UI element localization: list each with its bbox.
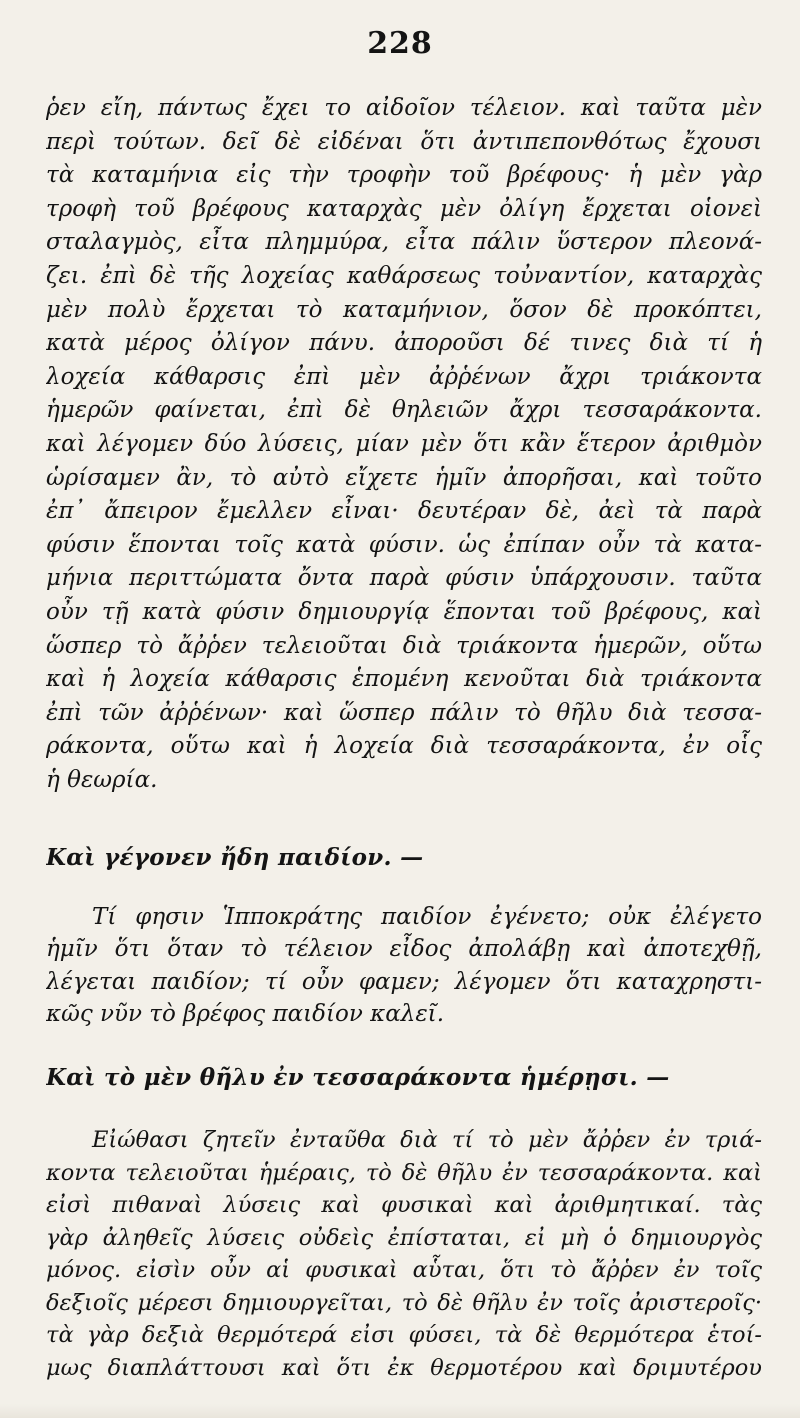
- text-line: μήνια περιττώματα ὄντα παρὰ φύσιν ὑπάρχουσιν. ταῦτα: [46, 565, 762, 592]
- text-line: οὖν τῇ κατὰ φύσιν δημιουργίᾳ ἕπονται τοῦ βρέφους, καὶ: [46, 598, 762, 625]
- text-line: κατὰ μέρος ὀλίγον πάνυ. ἀποροῦσι δέ τινες διὰ τί ἡ: [46, 330, 762, 357]
- paragraph-3: [46, 1124, 762, 1384]
- text-line: καὶ ἡ λοχεία κάθαρσις ἑπομένη κενοῦται διὰ τριάκοντα: [46, 666, 762, 693]
- page-number: 228: [367, 26, 433, 61]
- lemma-text: Καὶ τὸ μὲν θῆλυ ἐν τεσσαράκοντα ἡμέρῃσι. —: [46, 1063, 670, 1091]
- text-line: Τί φησιν Ἱπποκράτης παιδίον ἐγένετο; οὐκ ἐλέγετο: [92, 903, 762, 930]
- text-line: ἐπ᾽ ἄπειρον ἔμελλεν εἶναι· δευτέραν δὲ, ἀεὶ τὰ παρὰ: [46, 498, 762, 525]
- text-line: κῶς νῦν τὸ βρέφος παιδίον καλεῖ.: [46, 1001, 445, 1028]
- text-line: εἰσὶ πιθαναὶ λύσεις καὶ φυσικαὶ καὶ ἀριθμητικαί. τὰς: [46, 1192, 762, 1219]
- text-line: ἡμῖν ὅτι ὅταν τὸ τέλειον εἶδος ἀπολάβῃ καὶ ἀποτεχθῇ,: [46, 936, 762, 963]
- text-line: λέγεται παιδίον; τί οὖν φαμεν; λέγομεν ὅτι καταχρηστι-: [46, 968, 762, 995]
- lemma-text: Καὶ γέγονεν ἤδη παιδίον. —: [46, 844, 424, 872]
- text-line: περὶ τούτων. δεῖ δὲ εἰδέναι ὅτι ἀντιπεπονθότως ἔχουσι: [46, 128, 762, 155]
- text-line: ζει. ἐπὶ δὲ τῆς λοχείας καθάρσεως τοὐναντίον, καταρχὰς: [46, 262, 762, 289]
- paragraph-1: [46, 92, 762, 797]
- text-line: ὥσπερ τὸ ἄῤῥεν τελειοῦται διὰ τριάκοντα ἡμερῶν, οὕτω: [46, 632, 762, 659]
- text-line: γὰρ ἀληθεῖς λύσεις οὐδεὶς ἐπίσταται, εἰ μὴ ὁ δημιουργὸς: [46, 1224, 762, 1251]
- text-line: ἡμερῶν φαίνεται, ἐπὶ δὲ θηλειῶν ἄχρι τεσσαράκοντα.: [46, 397, 762, 424]
- lemma-heading-2: [46, 1061, 762, 1094]
- text-line: λοχεία κάθαρσις ἐπὶ μὲν ἀῤῥένων ἄχρι τριάκοντα: [46, 363, 762, 390]
- page-body: [46, 92, 762, 1384]
- text-line: μὲν πολὺ ἔρχεται τὸ καταμήνιον, ὅσον δὲ προκόπτει,: [46, 296, 762, 323]
- text-line: μόνος. εἰσὶν οὖν αἱ φυσικαὶ αὗται, ὅτι τὸ ἄῤῥεν ἐν τοῖς: [46, 1257, 762, 1284]
- text-line: Εἰώθασι ζητεῖν ἐνταῦθα διὰ τί τὸ μὲν ἄῤῥεν ἐν τριά-: [92, 1127, 762, 1154]
- lemma-heading-1: [46, 841, 762, 874]
- text-line: σταλαγμὸς, εἶτα πλημμύρα, εἶτα πάλιν ὕστερον πλεονά-: [46, 229, 762, 256]
- text-line: φύσιν ἕπονται τοῖς κατὰ φύσιν. ὡς ἐπίπαν οὖν τὰ κατα-: [46, 531, 762, 558]
- text-line: τροφὴ τοῦ βρέφους καταρχὰς μὲν ὀλίγη ἔρχεται οἱονεὶ: [46, 195, 762, 222]
- text-line: δεξιοῖς μέρεσι δημιουργεῖται, τὸ δὲ θῆλυ ἐν τοῖς ἀριστεροῖς·: [46, 1289, 762, 1316]
- text-line: ὡρίσαμεν ἂν, τὸ αὐτὸ εἴχετε ἡμῖν ἀπορῆσαι, καὶ τοῦτο: [46, 464, 762, 491]
- text-line: καὶ λέγομεν δύο λύσεις, μίαν μὲν ὅτι κἂν ἕτερον ἀριθμὸν: [46, 430, 762, 457]
- text-line: ἡ θεωρία.: [46, 766, 158, 793]
- text-line: μως διαπλάττουσι καὶ ὅτι ἐκ θερμοτέρου καὶ δριμυτέρου: [46, 1354, 762, 1381]
- text-line: ἐπὶ τῶν ἀῤῥένων· καὶ ὥσπερ πάλιν τὸ θῆλυ διὰ τεσσα-: [46, 699, 762, 726]
- text-line: ῥεν εἴη, πάντως ἔχει το αἰδοῖον τέλειον. καὶ ταῦτα μὲν: [46, 95, 762, 121]
- page-bottom-edge: [0, 1404, 800, 1418]
- paragraph-2: [46, 901, 762, 1031]
- text-line: τὰ καταμήνια εἰς τὴν τροφὴν τοῦ βρέφους· ἡ μὲν γὰρ: [46, 162, 762, 189]
- text-line: ράκοντα, οὕτω καὶ ἡ λοχεία διὰ τεσσαράκοντα, ἐν οἷς: [46, 733, 762, 760]
- text-line: τὰ γὰρ δεξιὰ θερμότερά εἰσι φύσει, τὰ δὲ θερμότερα ἑτοί-: [46, 1322, 762, 1349]
- text-line: κοντα τελειοῦται ἡμέραις, τὸ δὲ θῆλυ ἐν τεσσαράκοντα. καὶ: [46, 1159, 762, 1186]
